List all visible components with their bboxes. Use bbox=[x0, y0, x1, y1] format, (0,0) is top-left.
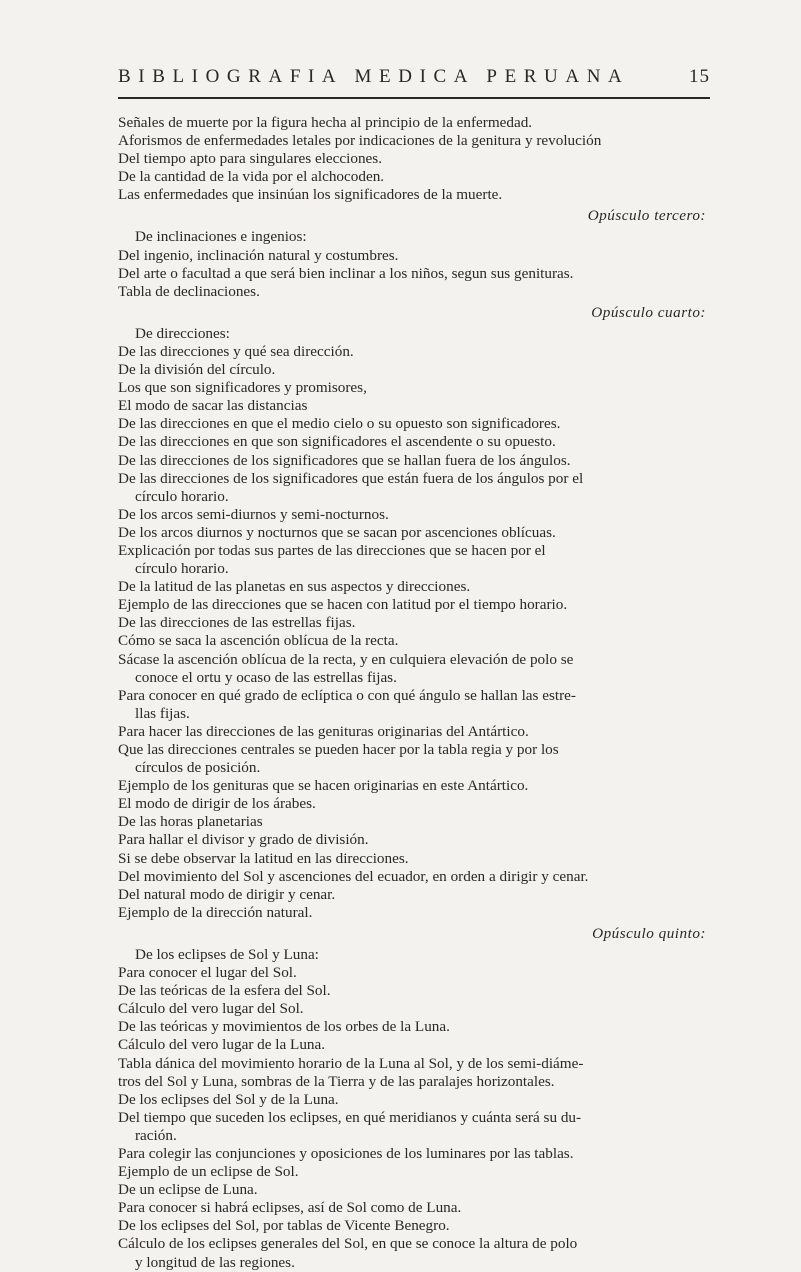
section-subtitle: De los eclipses de Sol y Luna: bbox=[135, 945, 319, 963]
text-line: De las teóricas y movimientos de los orbes de la Luna. bbox=[118, 1018, 450, 1036]
text-line: Para conocer en qué grado de eclíptica o con qué ángulo se hallan las estre- bbox=[118, 686, 576, 704]
text-line: Explicación por todas sus partes de las direcciones que se hacen por el bbox=[118, 541, 546, 559]
text-line: De las direcciones de las estrellas fijas. bbox=[118, 614, 356, 632]
text-line: Señales de muerte por la figura hecha al principio de la enfermedad. bbox=[118, 114, 533, 131]
text-line: Cálculo de los eclipses generales del Sol, en que se conoce la altura de polo bbox=[118, 1235, 578, 1253]
text-line: Aforismos de enfermedades letales por indicaciones de la genitura y revolución bbox=[118, 132, 602, 150]
text-line: Tabla de declinaciones. bbox=[118, 282, 260, 300]
section-subtitle: De direcciones: bbox=[135, 324, 230, 342]
text-line: De las direcciones en que son significadores el ascendente o su opuesto. bbox=[118, 433, 556, 451]
text-line: De la cantidad de la vida por el alchocoden. bbox=[118, 168, 385, 186]
page-number: 15 bbox=[689, 66, 710, 87]
section-subtitle: De inclinaciones e ingenios: bbox=[135, 228, 307, 246]
body-text bbox=[118, 114, 714, 1272]
text-line: Si se debe observar la latitud en las direcciones. bbox=[118, 849, 409, 867]
text-line: Para hacer las direcciones de las genituras originarias del Antártico. bbox=[118, 722, 529, 740]
text-line-continuation: círculo horario. bbox=[135, 487, 229, 505]
text-line: De las direcciones en que el medio cielo o su opuesto son significadores. bbox=[118, 415, 561, 433]
text-line-continuation: y longitud de las regiones. bbox=[135, 1253, 295, 1271]
text-line: De las direcciones de los significadores que se hallan fuera de los ángulos. bbox=[118, 451, 571, 469]
text-line: Del tiempo que suceden los eclipses, en qué meridianos y cuánta será su du- bbox=[118, 1108, 582, 1126]
text-line-continuation: círculos de posición. bbox=[135, 759, 261, 777]
text-line: Para hallar el divisor y grado de división. bbox=[118, 831, 369, 849]
text-line: Del arte o facultad a que será bien inclinar a los niños, segun sus genituras. bbox=[118, 264, 574, 282]
text-line: De los arcos diurnos y nocturnos que se sacan por ascenciones oblícuas. bbox=[118, 523, 556, 541]
text-line: Ejemplo de las direcciones que se hacen con latitud por el tiempo horario. bbox=[118, 596, 568, 614]
text-line: Para conocer el lugar del Sol. bbox=[118, 964, 297, 982]
text-line: Las enfermedades que insinúan los significadores de la muerte. bbox=[118, 186, 503, 204]
text-line: De la latitud de las planetas en sus aspectos y direcciones. bbox=[118, 578, 471, 596]
text-line: Sácase la ascención oblícua de la recta, y en culquiera elevación de polo se bbox=[118, 650, 574, 668]
text-line: tros del Sol y Luna, sombras de la Tierra y de las paralajes horizontales. bbox=[118, 1072, 555, 1090]
text-line-continuation: llas fijas. bbox=[135, 704, 190, 722]
text-line: Ejemplo de los genituras que se hacen originarias en este Antártico. bbox=[118, 777, 529, 795]
section-heading: Opúsculo tercero: bbox=[587, 207, 706, 225]
header-rule bbox=[118, 97, 710, 99]
text-line: De las teóricas de la esfera del Sol. bbox=[118, 982, 331, 1000]
text-line: De los eclipses del Sol y de la Luna. bbox=[118, 1090, 339, 1108]
section-heading: Opúsculo cuarto: bbox=[591, 303, 706, 321]
text-line: Para colegir las conjunciones y oposiciones de los luminares por las tablas. bbox=[118, 1144, 574, 1162]
text-line: Para conocer si habrá eclipses, así de Sol como de Luna. bbox=[118, 1199, 462, 1217]
text-line: Del movimiento del Sol y ascenciones del ecuador, en orden a dirigir y cenar. bbox=[118, 867, 589, 885]
text-line: Cálculo del vero lugar de la Luna. bbox=[118, 1036, 326, 1054]
section-heading: Opúsculo quinto: bbox=[592, 924, 706, 942]
text-line: El modo de sacar las distancias bbox=[118, 397, 308, 415]
text-line-continuation: conoce el ortu y ocaso de las estrellas fijas. bbox=[135, 668, 397, 686]
text-line: Del ingenio, inclinación natural y costumbres. bbox=[118, 246, 399, 264]
text-line: De los arcos semi-diurnos y semi-nocturnos. bbox=[118, 505, 389, 523]
running-title: BIBLIOGRAFIA MEDICA PERUANA bbox=[118, 66, 630, 87]
text-line: De los eclipses del Sol, por tablas de Vicente Benegro. bbox=[118, 1217, 450, 1235]
text-line: Los que son significadores y promisores, bbox=[118, 379, 367, 397]
text-line-continuation: círculo horario. bbox=[135, 560, 229, 578]
text-line: Del natural modo de dirigir y cenar. bbox=[118, 885, 336, 903]
text-line: Cálculo del vero lugar del Sol. bbox=[118, 1000, 304, 1018]
text-line: De las direcciones de los significadores que están fuera de los ángulos por el bbox=[118, 469, 584, 487]
text-line: De un eclipse de Luna. bbox=[118, 1181, 258, 1199]
text-line: Ejemplo de la dirección natural. bbox=[118, 903, 313, 921]
text-line: De las direcciones y qué sea dirección. bbox=[118, 342, 354, 360]
text-line-continuation: ración. bbox=[135, 1126, 177, 1144]
text-line: De la división del círculo. bbox=[118, 361, 276, 379]
text-line: Ejemplo de un eclipse de Sol. bbox=[118, 1163, 299, 1181]
text-line: Que las direcciones centrales se pueden hacer por la tabla regia y por los bbox=[118, 741, 559, 758]
page-header bbox=[118, 66, 710, 96]
text-line: Cómo se saca la ascención oblícua de la recta. bbox=[118, 632, 399, 650]
text-line: El modo de dirigir de los árabes. bbox=[118, 795, 316, 813]
text-line: De las horas planetarias bbox=[118, 813, 263, 831]
text-line: Del tiempo apto para singulares elecciones. bbox=[118, 150, 382, 168]
text-line: Tabla dánica del movimiento horario de la Luna al Sol, y de los semi-diáme- bbox=[118, 1054, 584, 1072]
